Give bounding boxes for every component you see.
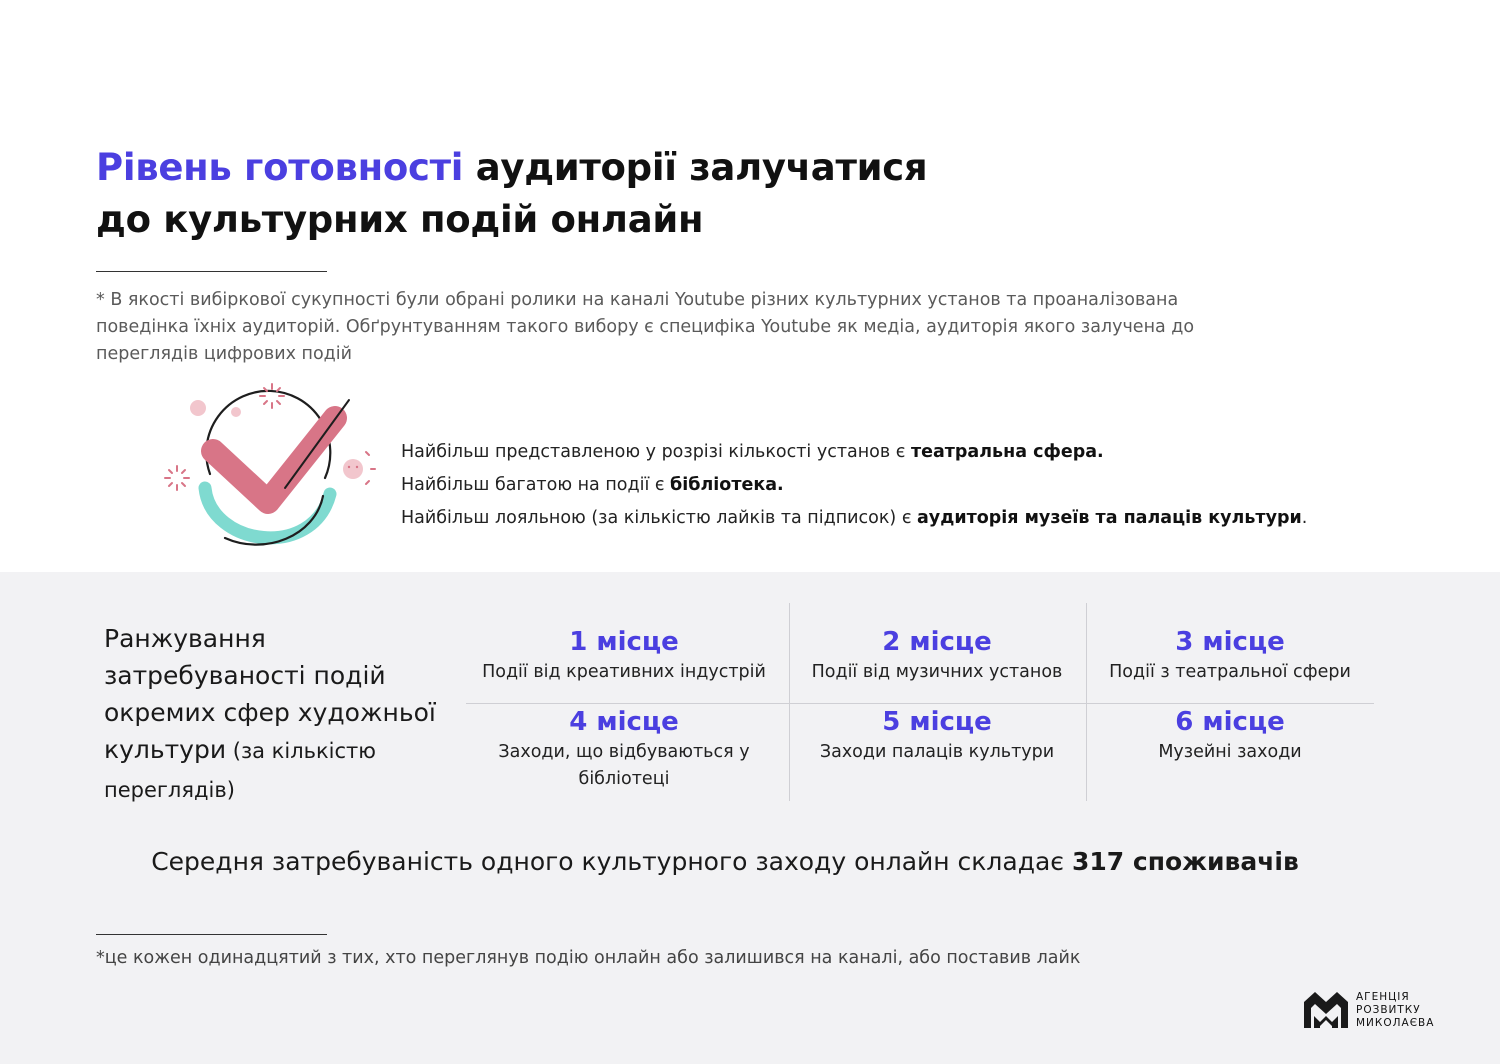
rank-cell-3: 3 місце Події з театральної сфери — [1109, 627, 1351, 682]
fact-item: Найбільш представленою у розрізі кількості установ є театральна сфера. — [401, 442, 1104, 462]
agency-logo-icon — [1302, 988, 1350, 1032]
footnote: *це кожен одинадцятий з тих, хто переглянув подію онлайн або залишився на каналі, або поставив лайк — [96, 948, 1081, 968]
fact-item: Найбільш багатою на події є бібліотека. — [401, 475, 784, 495]
divider-bottom — [96, 934, 327, 935]
logo-text: АГЕНЦІЯ РОЗВИТКУ МИКОЛАЄВА — [1356, 991, 1435, 1029]
title-line2: до культурних подій онлайн — [96, 198, 704, 241]
divider-top — [96, 271, 327, 272]
rank-cell-2: 2 місце Події від музичних установ — [811, 627, 1063, 682]
rank-cell-6: 6 місце Музейні заходи — [1158, 707, 1302, 762]
facts-list — [401, 436, 1307, 535]
ranking-grid — [466, 603, 1374, 801]
rank-cell-1: 1 місце Події від креативних індустрій — [482, 627, 766, 682]
agency-logo — [1302, 988, 1452, 1032]
title-line1-rest: аудиторії залучатися — [463, 146, 928, 189]
rank-cell-4: 4 місце Заходи, що відбуваються у бібліотеці — [498, 707, 750, 789]
fact-item: Найбільш лояльною (за кількістю лайків та підписок) є аудиторія музеїв та палаців культури. — [401, 508, 1308, 528]
page-title — [96, 142, 927, 246]
checkmark-circle-icon — [155, 378, 385, 558]
ranking-title: Ранжування затребуваності подій окремих сфер художньої культури (за кількістю переглядів) — [104, 624, 436, 802]
rank-cell-5: 5 місце Заходи палаців культури — [819, 707, 1055, 762]
title-accent: Рівень готовності — [96, 146, 464, 189]
average-demand: Середня затребуваність одного культурного заходу онлайн складає 317 споживачів — [151, 847, 1299, 876]
sample-note: * В якості вибіркової сукупності були обрані ролики на каналі Youtube різних культурних установ та проаналізована поведінка їхніх аудиторій. Обґрунтуванням такого вибору є специфіка Youtube як медіа, аудиторія якого залучена до переглядів цифрових подій — [96, 290, 1195, 364]
